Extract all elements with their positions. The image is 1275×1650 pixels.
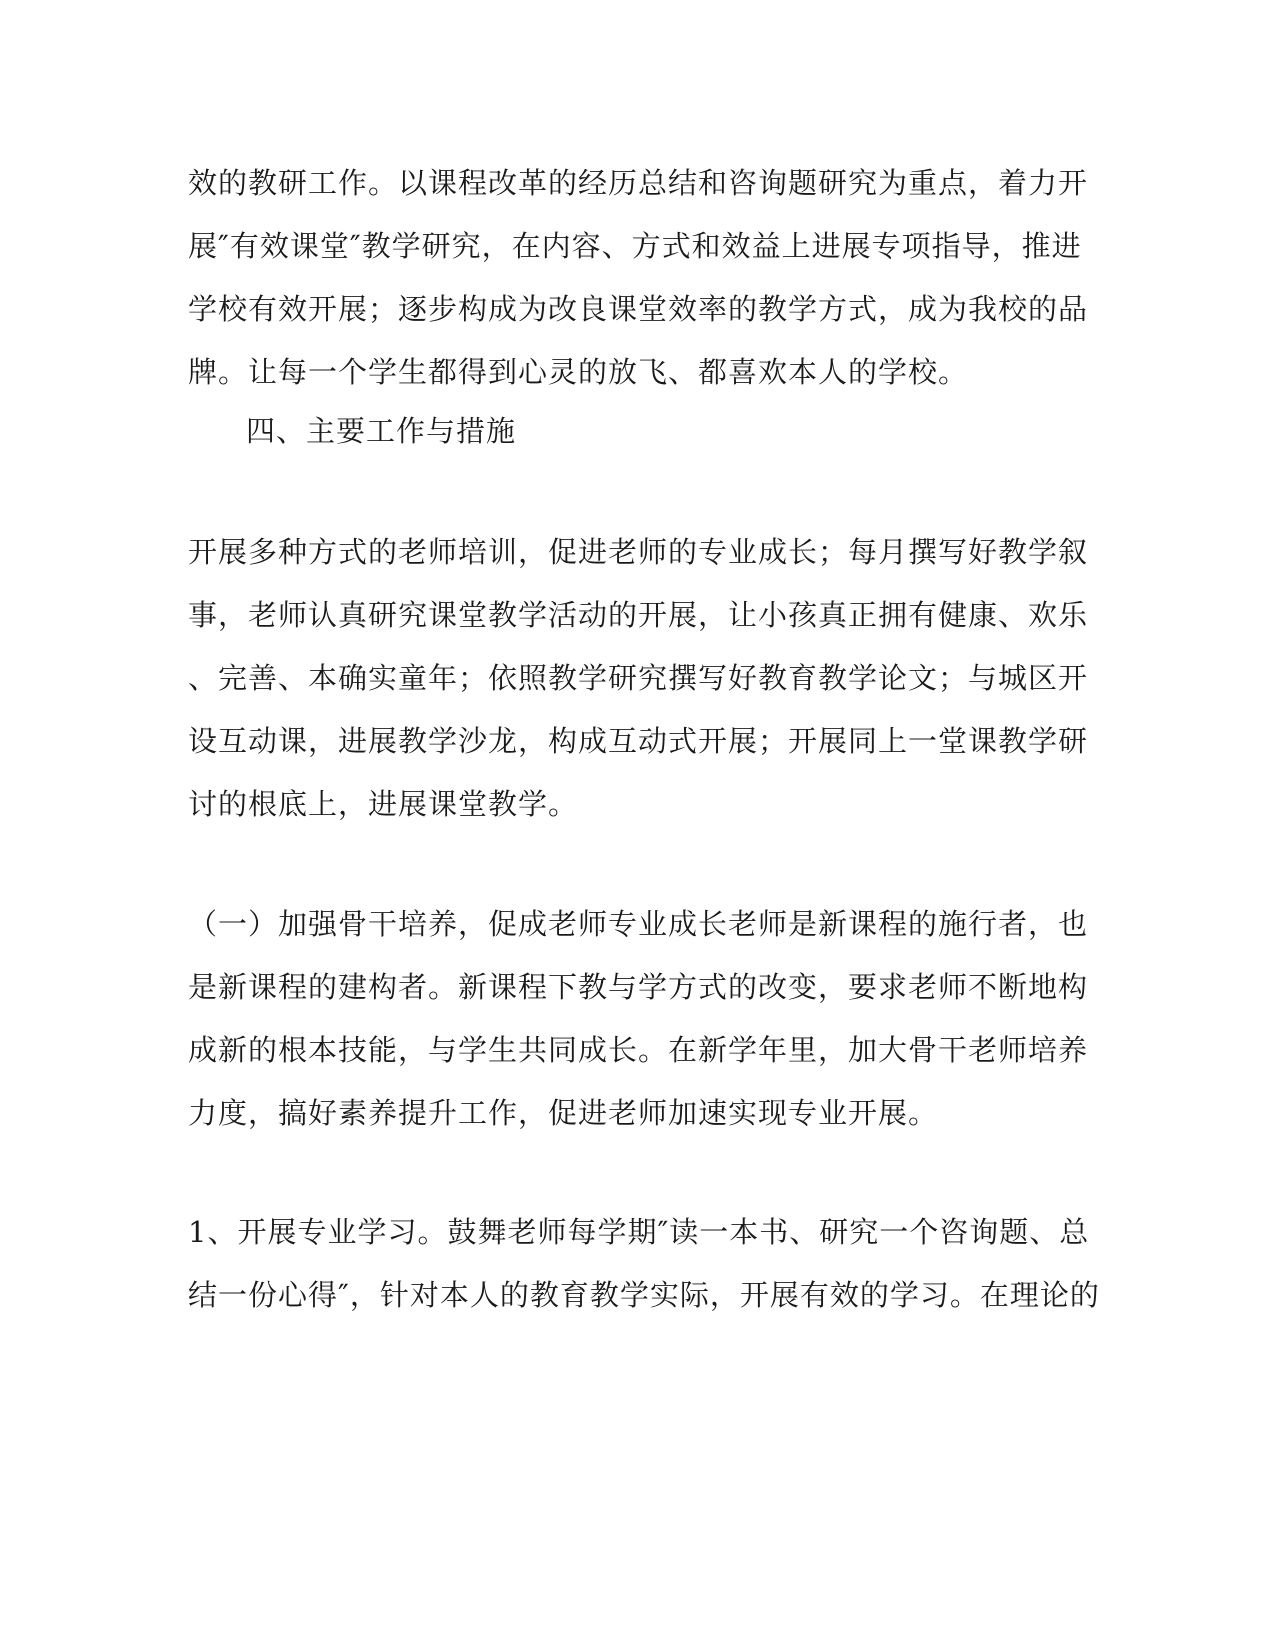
text-line: 力度，搞好素养提升工作，促进老师加速实现专业开展。: [188, 1096, 939, 1130]
paragraph-backbone-training: [188, 893, 1088, 1145]
paragraph-intro-continuation: [188, 152, 1088, 404]
text-line: 是新课程的建构者。新课程下教与学方式的改变，要求老师不断地构: [188, 970, 1089, 1004]
text-line: 1、开展专业学习。鼓舞老师每学期″读一本书、研究一个咨询题、总: [188, 1215, 1090, 1249]
section-heading: [246, 400, 516, 463]
text-line: 牌。让每一个学生都得到心灵的放飞、都喜欢本人的学校。: [188, 355, 969, 389]
text-line: 开展多种方式的老师培训，促进老师的专业成长；每月撰写好教学叙: [188, 535, 1089, 569]
text-line: 事，老师认真研究课堂教学活动的开展，让小孩真正拥有健康、欢乐: [188, 598, 1089, 632]
text-line: 设互动课，进展教学沙龙，构成互动式开展；开展同上一堂课教学研: [188, 724, 1089, 758]
text-line: 讨的根底上，进展课堂教学。: [188, 787, 579, 821]
text-line: 展″有效课堂″教学研究，在内容、方式和效益上进展专项指导，推进: [188, 229, 1082, 263]
paragraph-professional-study: [188, 1201, 1100, 1327]
text-line: 、完善、本确实童年；依照教学研究撰写好教育教学论文；与城区开: [188, 661, 1089, 695]
text-line: 成新的根本技能，与学生共同成长。在新学年里，加大骨干老师培养: [188, 1033, 1089, 1067]
text-line: 学校有效开展；逐步构成为改良课堂效率的教学方式，成为我校的品: [188, 292, 1089, 326]
text-line: （一）加强骨干培养，促成老师专业成长老师是新课程的施行者，也: [188, 907, 1089, 941]
text-line: 效的教研工作。以课程改革的经历总结和咨询题研究为重点，着力开: [188, 166, 1089, 200]
paragraph-teacher-training: [188, 521, 1088, 836]
heading-text: 四、主要工作与措施: [246, 414, 517, 448]
text-line: 结一份心得″，针对本人的教育教学实际，开展有效的学习。在理论的: [188, 1278, 1100, 1312]
